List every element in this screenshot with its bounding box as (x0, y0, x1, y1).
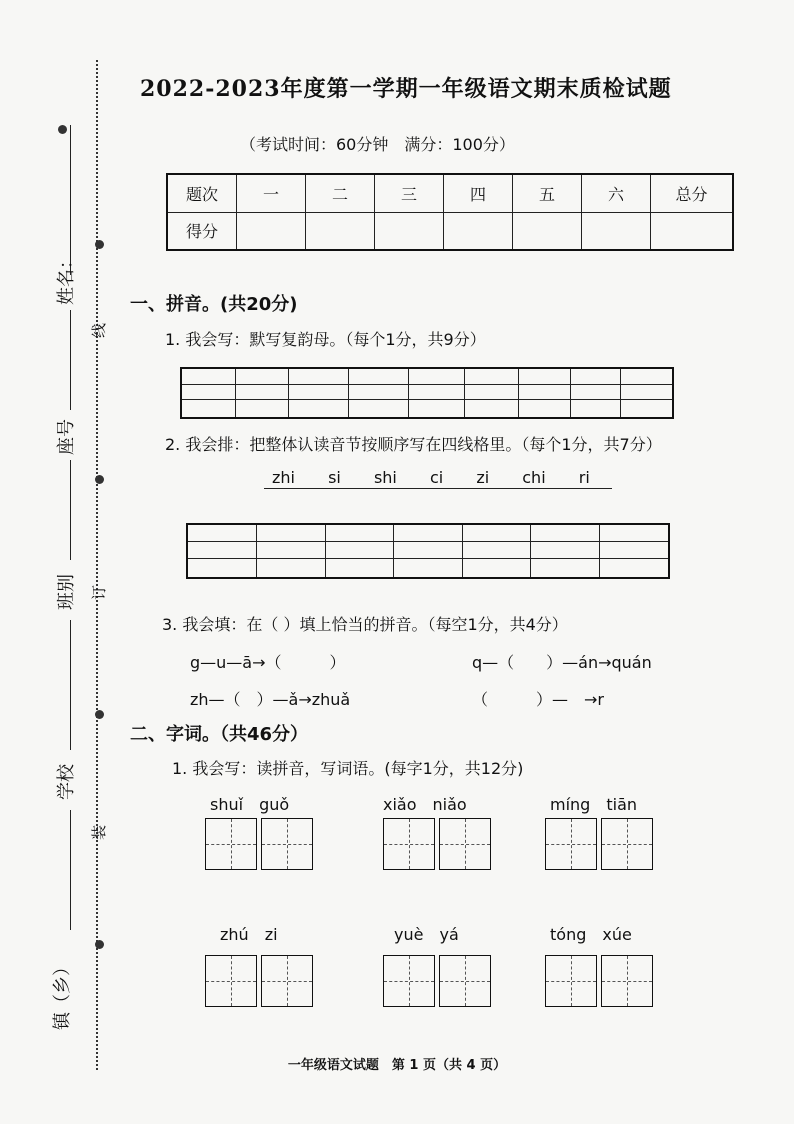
side-label-seat: 座号 (56, 419, 77, 455)
section1-q3-text: 3. 我会填：在（ ）填上恰当的拼音。（每空1分，共4分） (162, 615, 568, 634)
exam-title: 2022-2023年度第一学期一年级语文期末质检试题 (140, 76, 672, 102)
syllable: ri (578, 468, 590, 487)
write-box[interactable] (261, 955, 313, 1007)
word-pinyin: zhú zi (220, 925, 278, 944)
score-header-cell: 四 (444, 174, 513, 212)
word-pinyin: xiǎo niǎo (383, 795, 467, 814)
fill-item[interactable]: zh—（ ）—ǎ→zhuǎ (190, 690, 351, 709)
write-box[interactable] (601, 955, 653, 1007)
fill-item[interactable]: （ ）— →r (472, 690, 604, 709)
score-header-cell: 二 (306, 174, 375, 212)
score-table (166, 173, 734, 251)
binding-hole (95, 240, 104, 249)
write-box[interactable] (545, 818, 597, 870)
section1-q2-text: 2. 我会排：把整体认读音节按顺序写在四线格里。（每个1分，共7分） (165, 435, 662, 454)
score-row-label: 得分 (167, 212, 237, 250)
page-footer: 一年级语文试题 第 1 页（共 4 页） (287, 1058, 507, 1073)
fill-item[interactable]: q—（ ）—án→quán (472, 653, 652, 672)
fourline-grid-q1[interactable] (180, 367, 674, 419)
town-underline-top (70, 810, 71, 930)
write-box[interactable] (261, 818, 313, 870)
side-label-line: 线 (90, 322, 108, 338)
fourline-grid-q2[interactable] (186, 523, 670, 579)
side-label-zhuang: 装 (90, 824, 108, 840)
class-underline-top (70, 460, 71, 560)
write-box[interactable] (439, 955, 491, 1007)
score-cell[interactable] (444, 212, 513, 250)
write-box[interactable] (205, 818, 257, 870)
binding-dotted-line (96, 60, 98, 1070)
score-header-cell: 总分 (651, 174, 734, 212)
write-box[interactable] (383, 955, 435, 1007)
side-label-school: 学校 (56, 764, 77, 800)
section2-heading: 二、字词。（共46分） (130, 724, 309, 745)
score-cell[interactable] (375, 212, 444, 250)
syllable: chi (522, 468, 546, 487)
score-header-cell: 一 (237, 174, 306, 212)
exam-subtitle: （考试时间：60分钟 满分：100分） (240, 135, 515, 154)
syllable: shi (373, 468, 397, 487)
seat-underline-top (70, 310, 71, 410)
write-box[interactable] (439, 818, 491, 870)
score-cell[interactable] (513, 212, 582, 250)
word-pinyin: shuǐ guǒ (210, 795, 290, 814)
side-label-town: 镇（乡） (52, 958, 73, 1030)
word-pinyin: tóng xúe (550, 925, 632, 944)
syllable: zi (476, 468, 490, 487)
side-label-name: 姓名： (56, 251, 77, 305)
score-cell[interactable] (237, 212, 306, 250)
section2-q1-text: 1. 我会写：读拼音，写词语。(每字1分，共12分) (172, 759, 524, 778)
side-label-ding: 订 (90, 584, 108, 600)
score-cell[interactable] (582, 212, 651, 250)
syllable-underline (264, 488, 612, 489)
school-underline-top (70, 620, 71, 750)
score-cell[interactable] (651, 212, 734, 250)
write-box[interactable] (601, 818, 653, 870)
score-header-cell: 六 (582, 174, 651, 212)
score-cell[interactable] (306, 212, 375, 250)
score-table-header-row (167, 174, 733, 212)
write-box[interactable] (205, 955, 257, 1007)
write-box[interactable] (545, 955, 597, 1007)
side-label-class: 班别 (56, 574, 77, 610)
score-header-cell: 题次 (167, 174, 237, 212)
syllable-list (272, 468, 618, 487)
binding-hole (95, 710, 104, 719)
binding-hole (58, 125, 67, 134)
fill-item[interactable]: g—u—ā→（ ） (190, 653, 346, 672)
syllable: zhi (272, 468, 295, 487)
word-pinyin: míng tiān (550, 795, 638, 814)
score-table-score-row (167, 212, 733, 250)
score-header-cell: 五 (513, 174, 582, 212)
binding-hole (95, 475, 104, 484)
section1-q1-text: 1. 我会写：默写复韵母。（每个1分，共9分） (165, 330, 486, 349)
syllable: ci (429, 468, 444, 487)
syllable: si (328, 468, 341, 487)
section1-heading: 一、拼音。(共20分) (130, 294, 298, 315)
write-box[interactable] (383, 818, 435, 870)
binding-hole (95, 940, 104, 949)
word-pinyin: yuè yá (394, 925, 459, 944)
score-header-cell: 三 (375, 174, 444, 212)
